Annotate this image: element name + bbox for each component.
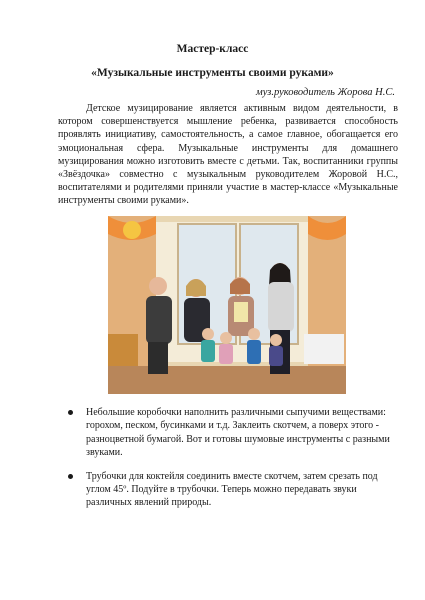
list-item — [58, 470, 403, 510]
instructions-list — [58, 406, 403, 520]
document-subtitle: «Музыкальные инструменты своими руками» — [91, 67, 334, 79]
bullet-icon — [68, 410, 73, 415]
list-item-text: Небольшие коробочки наполнить различными сыпучими веществами: горохом, песком, бусинками и т.д. Заклеить скотчем, а поверх этого - разноцветной бумагой. Вот и готовы шумовые инструменты с разными звуками. — [86, 407, 390, 459]
author-line: муз.руководитель Жорова Н.С. — [256, 87, 395, 98]
intro-paragraph: Детское музицирование является активным видом деятельности, в котором совершенствуется мышление ребенка, развивается способность проявлять инициативу, самостоятельность, а самое главное, обогащается его эмоциональная сфера. Музыкальные инструменты для домашнего музицирования можно изготовить вместе с детьми. Так, воспитанники группы «Звёздочка» совместно с музыкальным руководителем Жоровой Н.С., воспитателями и родителями приняли участие в мастер-классе «Музыкальные инструменты своими руками». — [58, 103, 398, 207]
group-photo — [108, 216, 346, 394]
list-item-text: Трубочки для коктейля соединить вместе скотчем, затем срезать под углом 45º. Подуйте в трубочки. Теперь можно передавать звуки различных явлений природы. — [86, 470, 378, 509]
document-title: Мастер-класс — [176, 43, 249, 55]
list-item — [58, 406, 403, 460]
bullet-icon — [68, 474, 73, 479]
